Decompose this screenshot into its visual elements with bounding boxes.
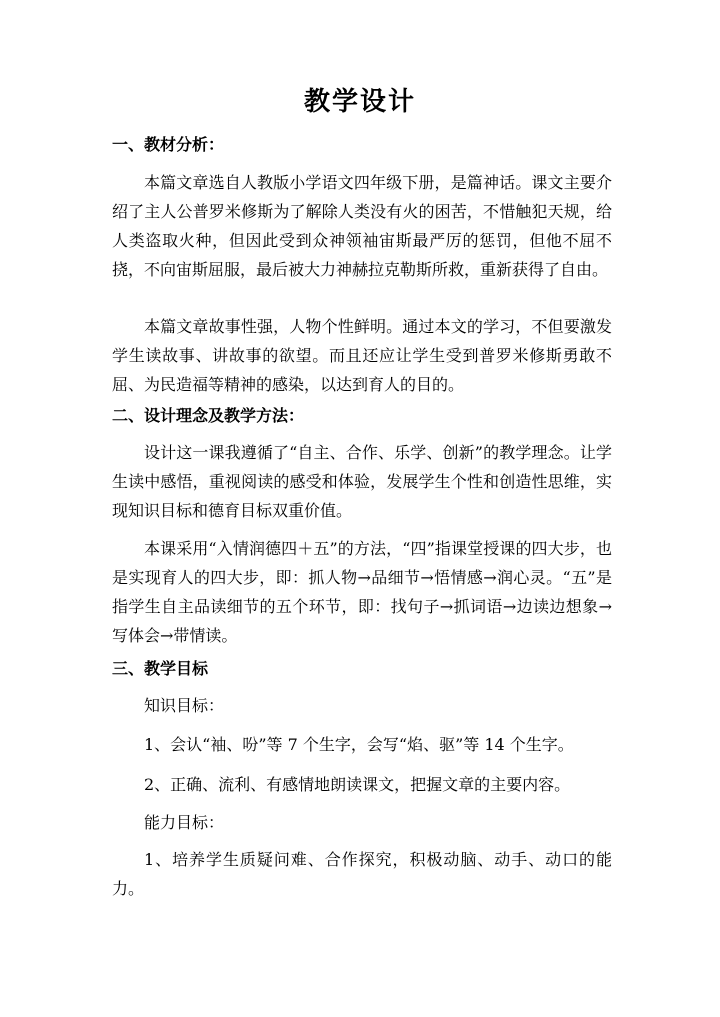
paragraph-teaching-method: 本课采用“入情润德四＋五”的方法，“四”指课堂授课的四大步，也是实现育人的四大步，即：抓人物→品细节→悟情感→润心灵。“五”是指学生自主品读细节的五个环节，即：找句子→抓词语→边读边想象→写体会→带情读。 bbox=[112, 539, 612, 645]
ability-goal-item: 1、培养学生质疑问难、合作探究，积极动脑、动手、动口的能力。 bbox=[112, 850, 612, 898]
paragraph-design-concept: 设计这一课我遵循了“自主、合作、乐学、创新”的教学理念。让学生读中感悟，重视阅读的感受和体验，发展学生个性和创造性思维，实现知识目标和德育目标双重价值。 bbox=[112, 443, 612, 520]
knowledge-goal-item: 2、正确、流利、有感情地朗读课文，把握文章的主要内容。 bbox=[144, 775, 571, 794]
paragraph-material-intro: 本篇文章选自人教版小学语文四年级下册，是篇神话。课文主要介绍了主人公普罗米修斯为了解除人类没有火的困苦，不惜触犯天规，给人类盗取火种，但因此受到众神领袖宙斯最严厉的惩罚，但他不屈不挠，不向宙斯屈服，最后被大力神赫拉克勒斯所救，重新获得了自由。 bbox=[112, 173, 612, 279]
section-heading-design-concept: 二、设计理念及教学方法： bbox=[112, 406, 305, 425]
paragraph-material-purpose: 本篇文章故事性强，人物个性鲜明。通过本文的学习，不但要激发学生读故事、讲故事的欲望。而且还应让学生受到普罗米修斯勇敢不屈、为民造福等精神的感染，以达到育人的目的。 bbox=[112, 317, 612, 394]
knowledge-goal-item: 1、会认“袖、吩”等 7 个生字，会写“焰、驱”等 14 个生字。 bbox=[144, 735, 574, 754]
section-heading-teaching-goals: 三、教学目标 bbox=[112, 659, 209, 678]
section-heading-material-analysis: 一、教材分析： bbox=[112, 135, 225, 154]
document-title: 教学设计 bbox=[303, 87, 416, 117]
knowledge-goals-label: 知识目标： bbox=[144, 696, 225, 715]
ability-goals-label: 能力目标： bbox=[144, 813, 225, 832]
